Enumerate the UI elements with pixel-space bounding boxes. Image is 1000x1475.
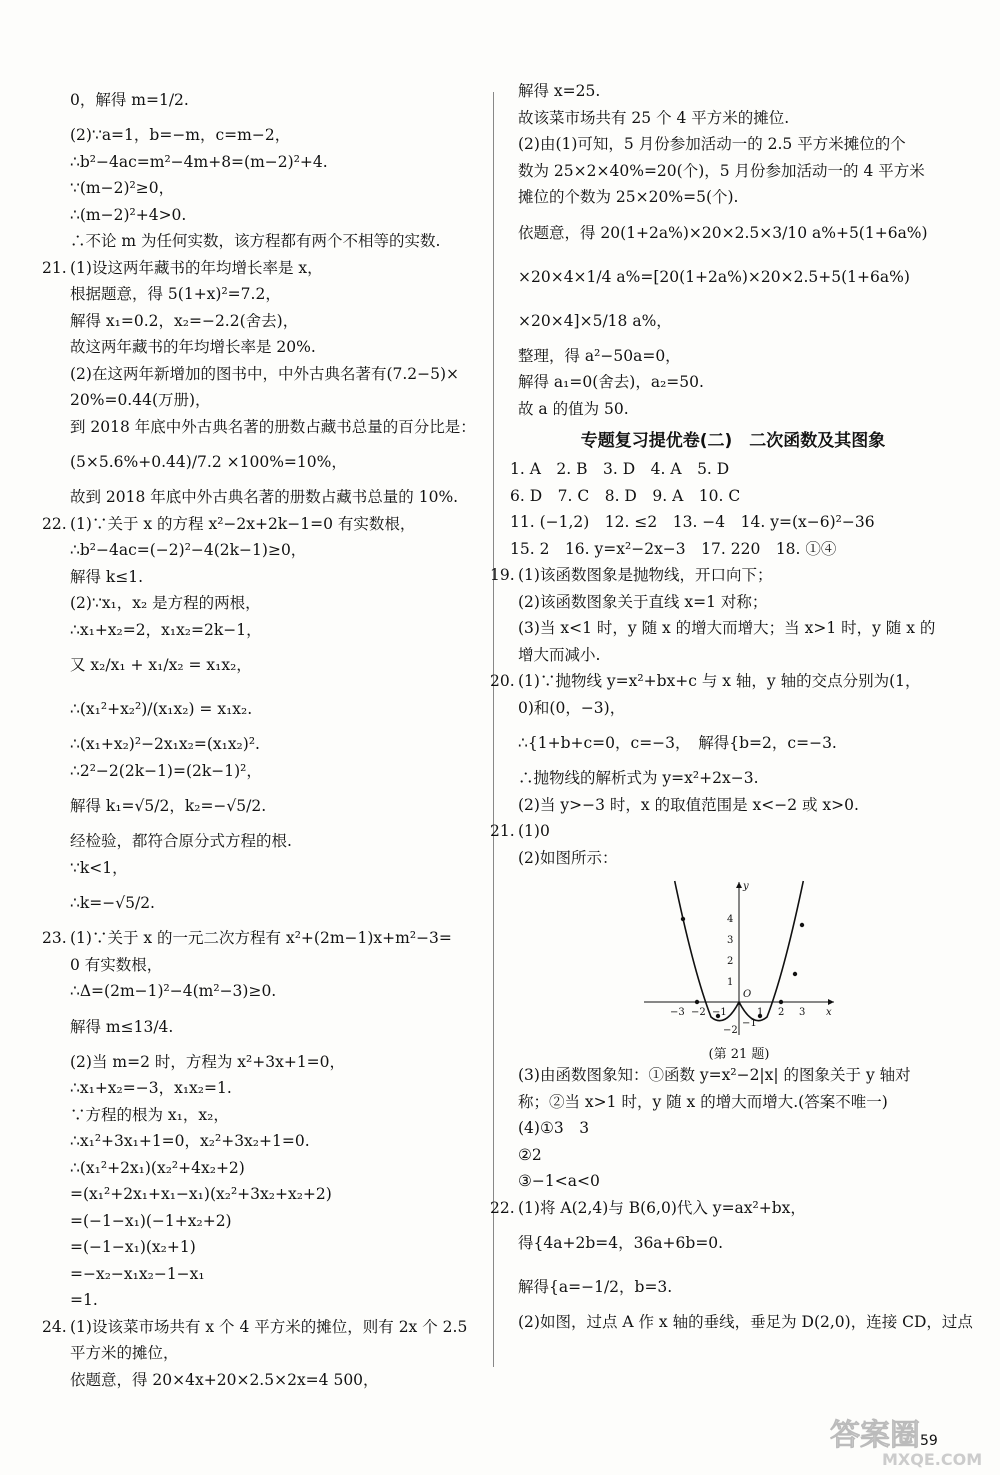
line-text: ×20×4]×5/18 a%， xyxy=(518,311,672,330)
text-line xyxy=(62,1005,480,1049)
text-line xyxy=(510,1062,956,1089)
y-tick-label: 1 xyxy=(727,977,734,988)
line-text: 20%=0.44(万册)， xyxy=(70,391,211,409)
text-line xyxy=(62,952,480,979)
text-line xyxy=(62,855,480,882)
line-text: ×20×4×1/4 a%=[20(1+2a%)×20×2.5+5(1+6a%) xyxy=(518,267,910,286)
text-line xyxy=(62,1367,480,1394)
text-line xyxy=(62,978,480,1005)
line-text: 解得 k₁=√5/2，k₂=−√5/2. xyxy=(70,797,267,815)
text-line xyxy=(62,1234,480,1261)
x-tick-label: −3 xyxy=(670,1007,685,1018)
text-line xyxy=(42,925,480,952)
section-title: 专题复习提优卷(二) 二次函数及其图象 xyxy=(580,431,886,451)
line-text: 15. 2 16. y=x²−2x−3 17. 220 18. ①④ xyxy=(510,539,837,558)
line-text: (1)设该菜市场共有 x 个 4 平方米的摊位，则有 2x 个 2.5 xyxy=(70,1317,468,1336)
line-text: (1)0 xyxy=(518,822,550,840)
text-line xyxy=(510,792,956,819)
line-text: 故这两年藏书的年均增长率是 20%. xyxy=(70,338,316,356)
question-number: 21. xyxy=(490,822,515,840)
text-line xyxy=(62,202,480,229)
line-text: (5×5.6%+0.44)/7.2 ×100%=10%， xyxy=(70,453,347,471)
question-number: 22. xyxy=(42,514,67,533)
line-text: 故该菜市场共有 25 个 4 平方米的摊位. xyxy=(518,108,790,127)
line-text: (1)将 A(2,4)与 B(6,0)代入 y=ax²+bx， xyxy=(518,1198,806,1217)
text-line xyxy=(62,1102,480,1129)
text-line xyxy=(510,1115,956,1142)
line-text: (4)①3 3 xyxy=(518,1119,590,1137)
left-column xyxy=(42,78,480,1393)
text-line xyxy=(510,1265,956,1309)
line-text: 11. (−1,2) 12. ≤2 13. −4 14. y=(x−6)²−36 xyxy=(510,513,875,531)
text-line xyxy=(62,1128,480,1155)
watermark-logo xyxy=(822,1405,992,1471)
text-line xyxy=(510,105,956,132)
line-text: 解得 k≤1. xyxy=(70,567,144,586)
x-axis-arrow-icon xyxy=(828,999,834,1005)
line-text: ∴(x₁²+2x₁)(x₂²+4x₂+2) xyxy=(70,1158,245,1177)
line-text: 到 2018 年底中外古典名著的册数占藏书总量的百分比是： xyxy=(70,417,476,436)
text-line xyxy=(62,1155,480,1182)
question-number: 20. xyxy=(490,672,515,690)
line-text: 依题意，得 20×4x+20×2.5×2x=4 500， xyxy=(70,1370,379,1389)
line-text: 0，解得 m=1/2. xyxy=(70,91,189,109)
line-text: 解得 m≤13/4. xyxy=(70,1017,174,1036)
line-text: =(x₁²+2x₁+x₁−x₁)(x₂²+3x₂+x₂+2) xyxy=(70,1185,332,1203)
line-text: (2)∵a=1，b=−m，c=m−2， xyxy=(70,126,291,144)
line-text: ∴x₁+x₂=2，x₁x₂=2k−1， xyxy=(70,620,262,639)
text-line xyxy=(510,456,956,483)
line-text: 6. D 7. C 8. D 9. A 10. C xyxy=(510,486,741,505)
text-line xyxy=(510,343,956,370)
text-line xyxy=(42,255,480,282)
line-text: (1)设这两年藏书的年均增长率是 x， xyxy=(70,258,323,277)
line-text: 平方米的摊位， xyxy=(70,1344,179,1362)
point xyxy=(800,923,804,927)
line-text: ∵k<1， xyxy=(70,858,128,877)
line-text: 故到 2018 年底中外古典名著的册数占藏书总量的 10%. xyxy=(70,488,459,506)
line-text: ∴抛物线的解析式为 y=x²+2x−3. xyxy=(518,769,759,787)
text-line xyxy=(62,440,480,484)
point xyxy=(695,1000,699,1004)
text-line xyxy=(510,845,956,872)
y-axis-arrow-icon xyxy=(736,882,742,888)
line-text: 根据题意，得 5(1+x)²=7.2， xyxy=(70,285,281,303)
text-line xyxy=(510,299,956,343)
line-text: ∴{1+b+c=0，c=−3， 解得{b=2，c=−3. xyxy=(518,734,837,752)
text-line xyxy=(510,1309,973,1336)
figure-21 xyxy=(634,877,844,1062)
text-line xyxy=(62,537,480,564)
x-tick-label: 2 xyxy=(778,1007,785,1018)
text-line xyxy=(62,334,480,361)
line-text: (3)当 x<1 时，y 随 x 的增大而增大；当 x>1 时，y 随 x 的 xyxy=(518,619,936,637)
line-text: ∵(m−2)²≥0， xyxy=(70,179,175,197)
line-text: ∴不论 m 为任何实数，该方程都有两个不相等的实数. xyxy=(70,232,441,250)
line-text: 解得 x=25. xyxy=(518,82,601,100)
line-text: 数为 25×2×40%=20(个)，5 月份参加活动一的 4 平方米 xyxy=(518,161,925,180)
text-line xyxy=(510,509,956,536)
text-line xyxy=(510,721,956,765)
line-text: (2)当 m=2 时，方程为 x²+3x+1=0， xyxy=(70,1052,346,1071)
line-text: ②2 xyxy=(518,1145,542,1164)
line-text: =(−1−x₁)(x₂+1) xyxy=(70,1238,196,1256)
line-text: (1)∵关于 x 的方程 x²−2x+2k−1=0 有实数根， xyxy=(70,514,416,533)
question-number: 21. xyxy=(42,258,67,277)
y-axis-label: y xyxy=(743,881,749,892)
line-text: 增大而减小. xyxy=(518,645,601,664)
text-line xyxy=(510,78,956,105)
line-text: 解得{a=−1/2，b=3. xyxy=(518,1278,673,1296)
text-line xyxy=(510,369,956,396)
question-number: 23. xyxy=(42,929,67,947)
point xyxy=(681,917,685,921)
line-text: 故 a 的值为 50. xyxy=(518,399,629,418)
right-column-after-figure xyxy=(490,1062,973,1336)
text-line xyxy=(510,211,956,255)
line-text: 1. A 2. B 3. D 4. A 5. D xyxy=(510,460,730,478)
x-axis-label: x xyxy=(826,1007,832,1018)
y-tick-label: 3 xyxy=(727,935,734,946)
line-text: (1)∵关于 x 的一元二次方程有 x²+(2m−1)x+m²−3= xyxy=(70,929,452,947)
text-line xyxy=(62,617,480,644)
line-text: (2)当 y>−3 时，x 的取值范围是 x<−2 或 x>0. xyxy=(518,795,859,814)
text-line xyxy=(62,175,480,202)
text-line xyxy=(62,643,480,687)
text-line xyxy=(62,78,480,122)
text-line xyxy=(510,765,956,792)
line-text: =(−1−x₁)(−1+x₂+2) xyxy=(70,1211,232,1230)
point xyxy=(793,972,797,976)
text-line xyxy=(62,122,480,149)
text-line xyxy=(62,1287,480,1314)
text-line xyxy=(490,1195,956,1222)
text-line xyxy=(510,483,956,510)
text-line xyxy=(62,361,480,388)
text-line xyxy=(62,1208,480,1235)
text-line xyxy=(510,255,956,299)
parabola-graph xyxy=(634,877,844,1037)
x-tick-label: −2 xyxy=(691,1007,706,1018)
text-line xyxy=(62,564,480,591)
line-text: ∴k=−√5/2. xyxy=(70,894,155,912)
text-line xyxy=(510,1168,956,1195)
line-text: 解得 x₁=0.2，x₂=−2.2(舍去)， xyxy=(70,311,299,330)
text-line xyxy=(510,589,956,616)
y-tick-label: −2 xyxy=(723,1025,738,1036)
text-line xyxy=(62,387,480,414)
text-line xyxy=(510,695,956,722)
x-tick-label: 1 xyxy=(757,1007,764,1018)
line-text: (1)∵抛物线 y=x²+bx+c 与 x 轴，y 轴的交点分别为(1， xyxy=(518,672,921,690)
text-line xyxy=(62,1181,480,1208)
line-text: ∴(x₁²+x₂²)/(x₁x₂) = x₁x₂. xyxy=(70,700,253,718)
text-line xyxy=(62,149,480,176)
y-tick-label: −1 xyxy=(742,1018,757,1029)
question-number: 22. xyxy=(490,1198,515,1217)
text-line xyxy=(62,228,480,255)
text-line xyxy=(510,396,956,423)
line-text: 依题意，得 20(1+2a%)×20×2.5×3/10 a%+5(1+6a%) xyxy=(518,223,928,242)
line-text: (2)∵x₁，x₂ 是方程的两根， xyxy=(70,594,261,612)
text-line xyxy=(490,818,956,845)
text-line xyxy=(510,615,956,642)
y-tick-label: 4 xyxy=(727,914,734,925)
line-text: 得{4a+2b=4，36a+6b=0. xyxy=(518,1234,724,1252)
text-line xyxy=(62,731,480,758)
text-line xyxy=(62,1340,480,1367)
line-text: =1. xyxy=(70,1291,98,1309)
text-line xyxy=(510,184,956,211)
line-text: ∴x₁+x₂=−3，x₁x₂=1. xyxy=(70,1079,232,1097)
page-number: 59 xyxy=(920,1433,938,1449)
text-line xyxy=(510,1221,956,1265)
line-text: =−x₂−x₁x₂−1−x₁ xyxy=(70,1264,205,1283)
line-text: (1)该函数图象是抛物线，开口向下； xyxy=(518,566,773,584)
line-text: 0)和(0，−3)， xyxy=(518,698,626,717)
text-line xyxy=(62,414,480,441)
x-tick-label: −1 xyxy=(712,1007,727,1018)
line-text: ∴x₁²+3x₁+1=0，x₂²+3x₂+1=0. xyxy=(70,1132,310,1150)
text-line xyxy=(62,687,480,731)
text-line xyxy=(62,281,480,308)
line-text: ∴(x₁+x₂)²−2x₁x₂=(x₁x₂)². xyxy=(70,735,260,753)
text-line xyxy=(62,1075,480,1102)
line-text: ∴b²−4ac=m²−4m+8=(m−2)²+4. xyxy=(70,152,328,171)
line-text: (2)由(1)可知，5 月份参加活动一的 2.5 平方米摊位的个 xyxy=(518,135,906,153)
line-text: 又 x₂/x₁ + x₁/x₂ = x₁x₂， xyxy=(70,656,252,674)
column-divider xyxy=(493,92,494,1367)
line-text: (2)在这两年新增加的图书中，中外古典名著有(7.2−5)× xyxy=(70,364,460,383)
line-text: 经检验，都符合原分式方程的根. xyxy=(70,832,292,850)
line-text: ∴b²−4ac=(−2)²−4(2k−1)≥0， xyxy=(70,541,307,559)
right-column xyxy=(490,78,973,1336)
text-line xyxy=(62,590,480,617)
line-text: (2)如图，过点 A 作 x 轴的垂线，垂足为 D(2,0)，连接 CD，过点 xyxy=(518,1313,973,1331)
line-text: 解得 a₁=0(舍去)，a₂=50. xyxy=(518,373,704,391)
point xyxy=(779,1000,783,1004)
figure-caption: (第 21 题) xyxy=(708,1047,770,1062)
right-column-top xyxy=(510,78,956,422)
line-text: (2)如图所示： xyxy=(518,848,618,867)
text-line xyxy=(62,1049,480,1076)
line-text: (2)该函数图象关于直线 x=1 对称； xyxy=(518,592,768,611)
text-line xyxy=(510,642,956,669)
text-line xyxy=(510,536,956,563)
text-line xyxy=(62,758,480,785)
text-line xyxy=(510,158,956,185)
watermark-url: MXQE.COM xyxy=(882,1450,983,1469)
line-text: ∴2²−2(2k−1)=(2k−1)²， xyxy=(70,761,262,780)
line-text: ∴Δ=(2m−1)²−4(m²−3)≥0. xyxy=(70,982,277,1000)
origin-label: O xyxy=(743,989,752,1000)
text-line xyxy=(62,1261,480,1288)
line-text: 称；②当 x>1 时，y 随 x 的增大而增大.(答案不唯一) xyxy=(518,1092,888,1111)
line-text: ∴(m−2)²+4>0. xyxy=(70,205,187,224)
text-line xyxy=(510,1142,956,1169)
text-line xyxy=(42,511,480,538)
text-line xyxy=(62,828,480,855)
text-line xyxy=(490,562,956,589)
line-text: ∵方程的根为 x₁，x₂， xyxy=(70,1105,229,1124)
answer-list xyxy=(490,456,956,871)
line-text: 0 有实数根， xyxy=(70,955,163,974)
text-line xyxy=(42,1314,480,1341)
text-line xyxy=(62,308,480,335)
line-text: 摊位的个数为 25×20%=5(个). xyxy=(518,188,739,206)
y-tick-label: 2 xyxy=(727,956,734,967)
text-line xyxy=(510,131,956,158)
question-number: 24. xyxy=(42,1317,67,1336)
question-number: 19. xyxy=(490,566,515,584)
line-text: 整理，得 a²−50a=0， xyxy=(518,346,681,365)
line-text: (3)由函数图象知：①函数 y=x²−2|x| 的图象关于 y 轴对 xyxy=(518,1066,911,1084)
text-line xyxy=(490,668,956,695)
text-line xyxy=(62,881,480,925)
text-line xyxy=(510,1089,956,1116)
line-text: ③−1<a<0 xyxy=(518,1172,600,1190)
text-line xyxy=(62,484,480,511)
text-line xyxy=(62,784,480,828)
x-tick-label: 3 xyxy=(799,1007,806,1018)
watermark-text: 答案圈 xyxy=(830,1418,920,1453)
